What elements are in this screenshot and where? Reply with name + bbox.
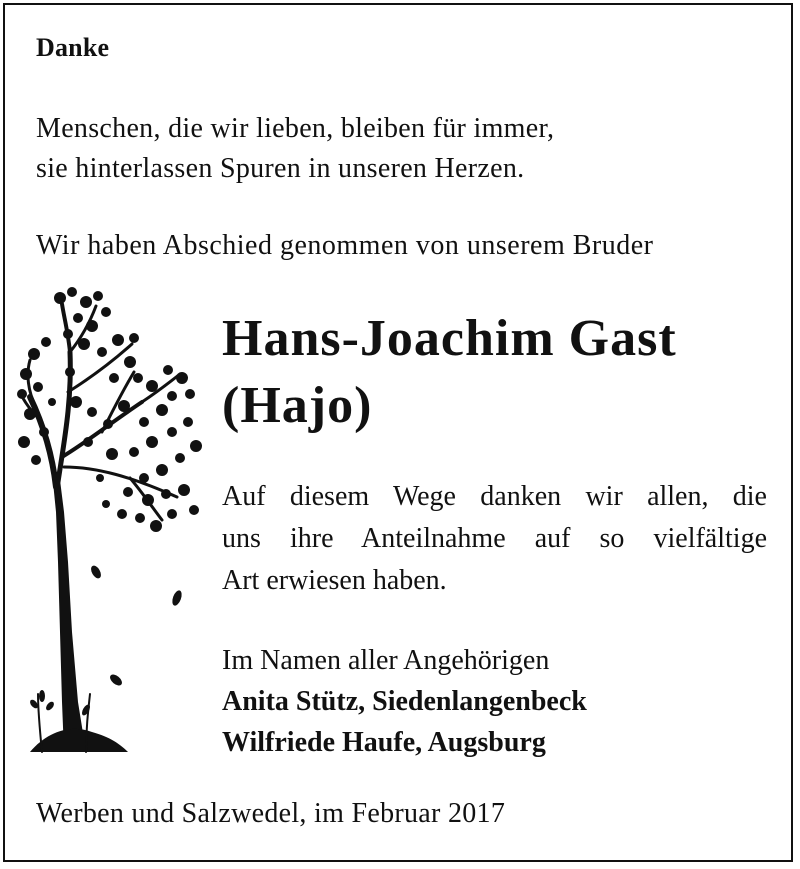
family-member-2: Wilfriede Haufe, Augsburg [222, 727, 546, 758]
deceased-nickname: (Hajo) [222, 377, 373, 434]
family-member-1: Anita Stütz, Siedenlangenbeck [222, 686, 587, 717]
thanks-line-1: Auf diesem Wege danken wir allen, die [222, 481, 767, 512]
thanks-line-2: uns ihre Anteilnahme auf so vielfältige [222, 523, 767, 554]
place-and-date: Werben und Salzwedel, im Februar 2017 [36, 798, 506, 829]
heading: Danke [36, 33, 110, 62]
verse-line-2: sie hinterlassen Spuren in unseren Herzen. [36, 153, 525, 184]
tree-icon [12, 282, 212, 762]
family-label: Im Namen aller Angehörigen [222, 645, 550, 676]
deceased-name: Hans-Joachim Gast [222, 310, 677, 367]
verse-line-1: Menschen, die wir lieben, bleiben für immer, [36, 113, 555, 144]
intro-text: Wir haben Abschied genommen von unserem Bruder [36, 230, 654, 261]
thanks-line-3: Art erwiesen haben. [222, 565, 447, 596]
thanks-paragraph [222, 476, 767, 602]
family-signature [222, 640, 587, 763]
